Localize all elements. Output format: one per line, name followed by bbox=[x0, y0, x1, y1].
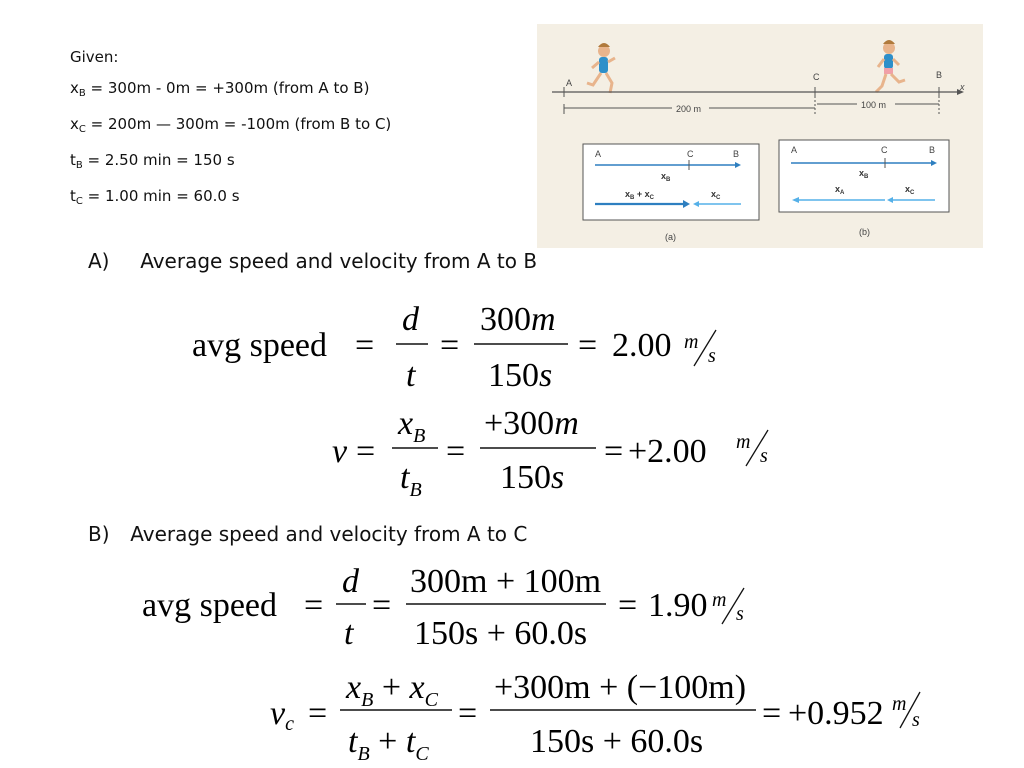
svg-text:m: m bbox=[684, 331, 699, 353]
eq-a1-equals3: = bbox=[578, 327, 598, 364]
eq-a2-unit bbox=[736, 430, 768, 467]
distance-label-cb: 100 m bbox=[861, 100, 887, 110]
part-a-label: A) bbox=[88, 249, 110, 273]
eq-b1-equals1: = bbox=[304, 587, 324, 624]
eq-a1-f1-num: d bbox=[402, 301, 419, 338]
equation-b-avg-speed bbox=[140, 560, 760, 660]
eq-b2-f1-num: $x_B + x_C$ bbox=[346, 669, 438, 711]
eq-b1-equals3: = bbox=[618, 587, 638, 624]
given-block bbox=[70, 42, 391, 217]
eq-b1-equals2: = bbox=[372, 587, 392, 624]
svg-text:m: m bbox=[892, 693, 907, 715]
eq-b2-result: +0.952 bbox=[788, 695, 884, 732]
panel-a-caption: (a) bbox=[665, 232, 676, 242]
part-b-heading-text: Average speed and velocity from A to C bbox=[130, 522, 528, 546]
given-line-tb: $t_B = 2.50$ min = 150 s bbox=[70, 151, 235, 171]
distance-label-ac: 200 m bbox=[676, 104, 702, 114]
equation-a-velocity bbox=[328, 400, 788, 508]
svg-text:s: s bbox=[736, 603, 744, 625]
eq-b1-f2-num: 300m + 100m bbox=[410, 563, 602, 600]
eq-a1-equals2: = bbox=[440, 327, 460, 364]
given-line-xb: $x_B = 300m - 0m = +300m$ (from A to B) bbox=[70, 79, 370, 99]
point-label-c: C bbox=[813, 72, 820, 82]
runner-figure-a bbox=[587, 43, 615, 93]
eq-a2-f2-den: 150s bbox=[500, 459, 565, 496]
motion-diagram-svg bbox=[537, 24, 983, 248]
panel-a-sum-label: $x_B + x_C$ bbox=[625, 189, 654, 201]
panel-b-caption: (b) bbox=[859, 227, 870, 237]
panel-a-xc-label: $x_C$ bbox=[711, 189, 721, 201]
eq-a1-lhs: avg speed bbox=[192, 327, 328, 364]
svg-text:s: s bbox=[708, 345, 716, 367]
eq-b2-equals3: = bbox=[762, 695, 782, 732]
equation-a-avg-speed bbox=[190, 296, 730, 396]
part-a-heading bbox=[88, 249, 537, 273]
point-label-a: A bbox=[566, 78, 573, 88]
panel-a-label-b: B bbox=[733, 149, 740, 159]
eq-b2-equals2: = bbox=[458, 695, 478, 732]
eq-a2-equals1: = bbox=[356, 433, 376, 470]
panel-b-label-c: C bbox=[881, 145, 888, 155]
part-a-heading-text: Average speed and velocity from A to B bbox=[140, 249, 538, 273]
eq-a2-f1-den: $t_B$ bbox=[400, 459, 422, 501]
eq-a1-f2-den: 150s bbox=[488, 357, 553, 394]
axis-label-x: x bbox=[960, 82, 965, 92]
svg-text:m: m bbox=[736, 431, 751, 453]
eq-b2-unit bbox=[892, 692, 920, 731]
given-line-xc: $x_C = 200m$ — 300m = -100m (from B to C) bbox=[70, 115, 392, 135]
given-line-tc: $t_C = 1.00$ min = 60.0 s bbox=[70, 187, 240, 207]
eq-a1-f1-den: t bbox=[406, 357, 416, 394]
runner-figure-b bbox=[876, 40, 905, 92]
panel-a-label-a: A bbox=[595, 149, 602, 159]
panel-b-xc-label: $x_C$ bbox=[905, 184, 915, 196]
eq-b1-f2-den: 150s + 60.0s bbox=[414, 615, 588, 652]
panel-b-label-b: B bbox=[929, 145, 936, 155]
motion-figure bbox=[537, 24, 983, 248]
eq-b2-lhs: vc bbox=[270, 695, 294, 735]
svg-text:s: s bbox=[912, 709, 920, 731]
eq-b2-f2-num: +300m + (−100m) bbox=[494, 669, 747, 706]
eq-a2-f1-num: $x_B$ bbox=[398, 405, 426, 447]
svg-text:s: s bbox=[760, 445, 768, 467]
eq-a1-equals1: = bbox=[355, 327, 375, 364]
eq-b1-f1-num: d bbox=[342, 563, 359, 600]
eq-a2-equals3: = bbox=[604, 433, 624, 470]
eq-a2-equals2: = bbox=[446, 433, 466, 470]
panel-a-label-c: C bbox=[687, 149, 694, 159]
eq-a2-lhs: v bbox=[332, 433, 348, 470]
eq-a1-unit bbox=[684, 330, 716, 367]
eq-b2-f1-den: $t_B + t_C$ bbox=[348, 723, 429, 765]
eq-b1-f1-den: t bbox=[344, 615, 354, 652]
eq-b2-f2-den: 150s + 60.0s bbox=[530, 723, 704, 760]
part-b-label: B) bbox=[88, 522, 110, 546]
eq-b2-equals1: = bbox=[308, 695, 328, 732]
eq-a2-f2-num: +300m bbox=[484, 405, 579, 442]
equation-b-velocity bbox=[268, 664, 924, 768]
eq-a1-f2-num: 300m bbox=[480, 301, 556, 338]
eq-b1-lhs: avg speed bbox=[142, 587, 278, 624]
eq-b1-unit bbox=[712, 588, 744, 625]
svg-text:m: m bbox=[712, 589, 727, 611]
eq-b1-result: 1.90 bbox=[648, 587, 708, 624]
given-title: Given: bbox=[70, 48, 119, 66]
panel-a-top-vec-label: $x_B$ bbox=[661, 171, 671, 183]
point-label-b: B bbox=[936, 70, 943, 80]
panel-b-xa-label: $x_A$ bbox=[835, 184, 845, 196]
panel-b-top-vec-label: $x_B$ bbox=[859, 168, 869, 180]
eq-a1-result: 2.00 bbox=[612, 327, 672, 364]
part-b-heading bbox=[88, 522, 527, 546]
panel-b-label-a: A bbox=[791, 145, 798, 155]
eq-a2-result: +2.00 bbox=[628, 433, 707, 470]
